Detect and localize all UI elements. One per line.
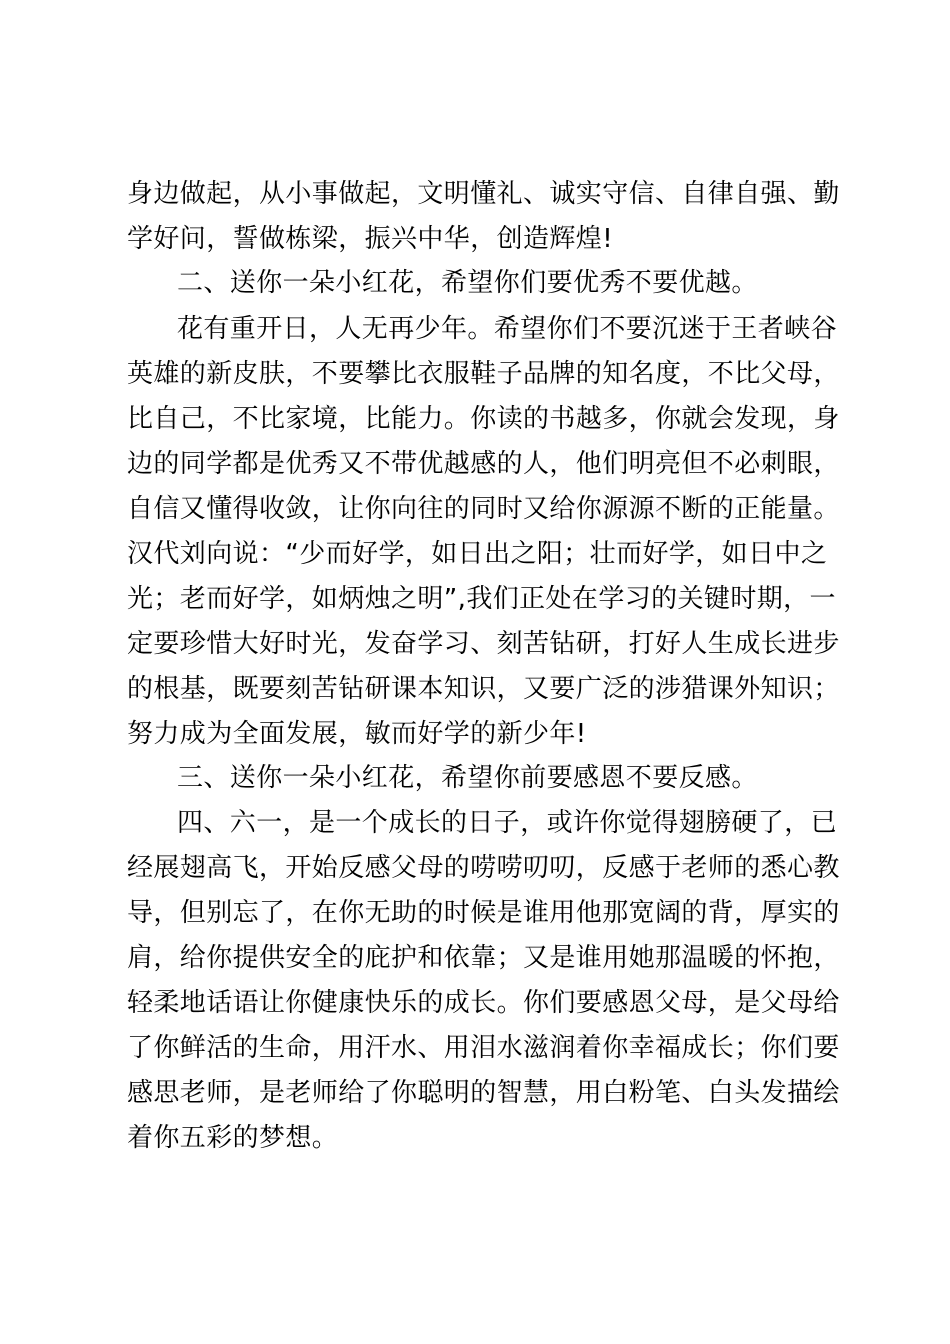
text-line: 四、六一，是一个成长的日子，或许你觉得翅膀硬了，已 xyxy=(177,808,838,838)
text-line: 的根基，既要刻苦钻研课本知识，又要广泛的涉猎课外知识； xyxy=(127,674,840,704)
text-line: 花有重开日，人无再少年。希望你们不要沉迷于王者峡谷 xyxy=(177,314,838,344)
text-line: 自信又懂得收敛，让你向往的同时又给你源源不断的正能量。 xyxy=(127,494,840,524)
text-line: 努力成为全面发展，敏而好学的新少年! xyxy=(127,719,587,749)
section-heading: 二、送你一朵小红花，希望你们要优秀不要优越。 xyxy=(177,268,758,298)
text-line: 光；老而好学，如炳烛之明”,我们正处在学习的关键时期，一 xyxy=(127,584,836,614)
text-line: 肩，给你提供安全的庇护和依靠；又是谁用她那温暖的怀抱， xyxy=(127,943,840,973)
text-line: 着你五彩的梦想。 xyxy=(127,1123,339,1153)
text-line: 经展翅高飞，开始反感父母的唠唠叨叨，反感于老师的悉心教 xyxy=(127,853,840,883)
text-line: 了你鲜活的生命，用汗水、用泪水滋润着你幸福成长；你们要 xyxy=(127,1033,840,1063)
text-line: 汉代刘向说：“少而好学，如日出之阳；壮而好学，如日中之 xyxy=(127,539,828,569)
text-line: 导，但别忘了，在你无助的时候是谁用他那宽阔的背，厚实的 xyxy=(127,898,840,928)
text-line: 英雄的新皮肤，不要攀比衣服鞋子品牌的知名度，不比父母， xyxy=(127,359,840,389)
text-line: 学好问，誓做栋梁，振兴中华，创造辉煌! xyxy=(127,224,614,254)
text-line: 身边做起，从小事做起，文明懂礼、诚实守信、自律自强、勤 xyxy=(127,179,840,209)
section-heading: 三、送你一朵小红花，希望你前要感恩不要反感。 xyxy=(177,763,758,793)
text-line: 边的同学都是优秀又不带优越感的人，他们明亮但不必刺眼， xyxy=(127,449,840,479)
text-line: 感思老师，是老师给了你聪明的智慧，用白粉笔、白头发描绘 xyxy=(127,1078,840,1108)
text-line: 轻柔地话语让你健康快乐的成长。你们要感恩父母，是父母给 xyxy=(127,988,840,1018)
text-line: 定要珍惜大好时光，发奋学习、刻苦钻研，打好人生成长进步 xyxy=(127,629,840,659)
text-line: 比自己，不比家境，比能力。你读的书越多，你就会发现，身 xyxy=(127,404,840,434)
